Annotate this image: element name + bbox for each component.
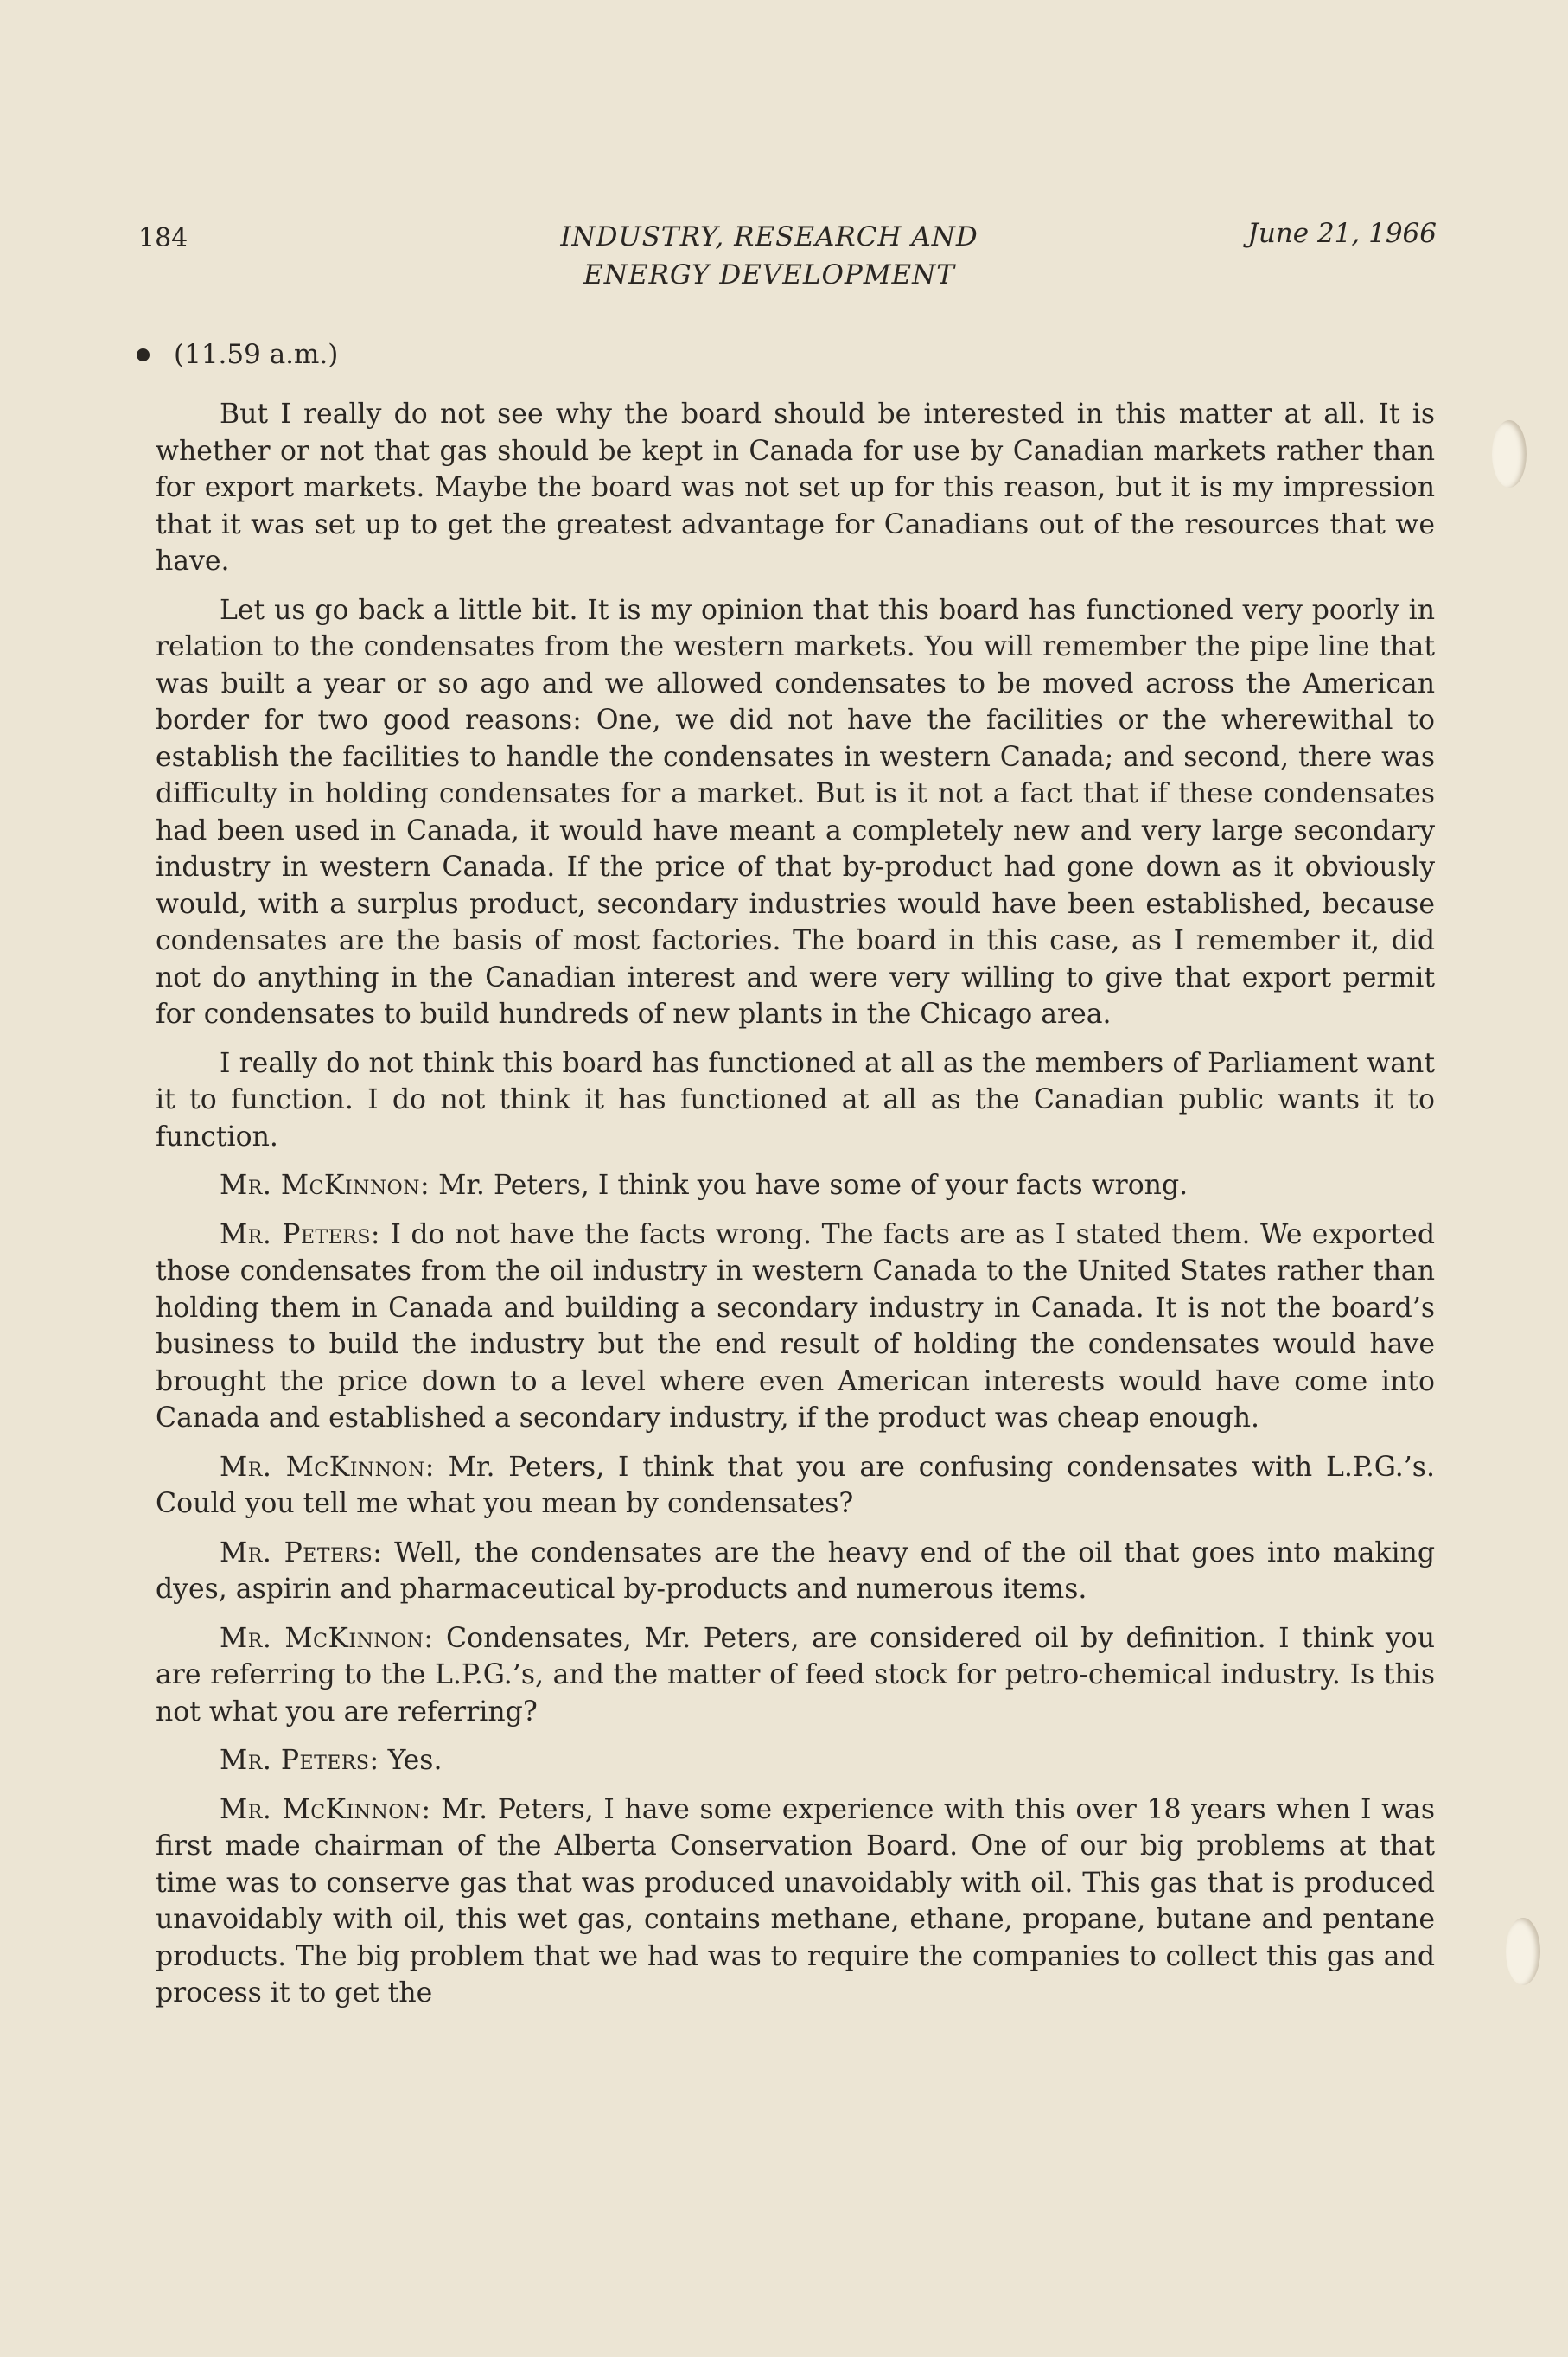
running-title-line: INDUSTRY, RESEARCH AND bbox=[560, 221, 978, 252]
paragraph-text: Well, the condensates are the heavy end of the oil that goes into making dyes, aspirin and pharmaceutical by-products and numerous items. bbox=[156, 1536, 1435, 1605]
paragraph bbox=[156, 1620, 1435, 1731]
paragraph-text: I really do not think this board has functioned at all as the members of Parliament want it to function. I do not think it has functioned at all as the Canadian public wants it to function. bbox=[156, 1047, 1435, 1153]
paragraph bbox=[156, 1742, 1435, 1779]
time-stamp-text: (11.59 a.m.) bbox=[174, 339, 339, 370]
paragraph-text: Yes. bbox=[379, 1745, 443, 1776]
speaker-name: Mr. Peters: bbox=[220, 1218, 381, 1250]
header-date: June 21, 1966 bbox=[1247, 218, 1437, 249]
paragraph-text: Let us go back a little bit. It is my opinion that this board has functioned very poorly in relation to the condensates from the western markets. You will remember the pipe line that was built a year or so ago and we allowed condensates to be moved across the American border for two good reasons: One, we did not have the facilities or the wherewithal to establish the facilities to handle the condensates in western Canada; and second, there was difficulty in holding condensates for a market. But is it not a fact that if these condensates had been used in Canada, it would have meant a completely new and very large secondary industry in western Canada. If the price of that by-product had gone down as it obviously would, with a surplus product, secondary industries would have been established, because condensates are the basis of most factories. The board in this case, as I remember it, did not do anything in the Canadian interest and were very willing to give that export permit for condensates to build hundreds of new plants in the Chicago area. bbox=[156, 594, 1435, 1030]
page-number: 184 bbox=[138, 223, 188, 253]
speaker-name: Mr. Peters: bbox=[220, 1536, 383, 1568]
binder-hole bbox=[1492, 420, 1527, 488]
paragraph bbox=[156, 1217, 1435, 1437]
bullet-icon bbox=[137, 348, 150, 361]
paragraph-text: Condensates, Mr. Peters, are considered oil by definition. I think you are referring to the L.P.G.’s, and the matter of feed stock for petro-chemical industry. Is this not what you are referring? bbox=[156, 1622, 1435, 1728]
paragraph-text: Mr. Peters, I have some experience with this over 18 years when I was first made chairman of the Alberta Conservation Board. One of our big problems at that time was to conserve gas that was produced unavoidably with oil. This gas that is produced unavoidably with oil, this wet gas, contains methane, ethane, propane, butane and pentane products. The big problem that we had was to require the companies to collect this gas and process it to get the bbox=[156, 1793, 1435, 2009]
body-text bbox=[156, 335, 1435, 2024]
paragraph bbox=[156, 592, 1435, 1033]
paragraph-text: But I really do not see why the board should be interested in this matter at all. It is whether or not that gas should be kept in Canada for use by Canadian markets rather than for export markets. Maybe the board was not set up for this reason, but it is my impression that it was set up to get the greatest advantage for Canadians out of the resources that we have. bbox=[156, 399, 1435, 577]
running-title bbox=[398, 218, 1141, 294]
paragraph bbox=[156, 1167, 1435, 1204]
paragraph bbox=[156, 1792, 1435, 2012]
paragraph bbox=[156, 396, 1435, 580]
paragraph bbox=[156, 1045, 1435, 1156]
speaker-name: Mr. McKinnon: bbox=[220, 1793, 431, 1825]
speaker-name: Mr. McKinnon: bbox=[220, 1170, 430, 1201]
running-title-line: ENERGY DEVELOPMENT bbox=[583, 259, 955, 291]
paragraph bbox=[156, 1535, 1435, 1608]
page-header bbox=[138, 218, 1437, 296]
speaker-name: Mr. McKinnon: bbox=[220, 1622, 434, 1654]
paragraph-text: Mr. Peters, I think you have some of your facts wrong. bbox=[430, 1170, 1189, 1201]
paragraph-text: Mr. Peters, I think that you are confusing condensates with L.P.G.’s. Could you tell me what you mean by condensates? bbox=[156, 1451, 1435, 1519]
time-stamp bbox=[137, 335, 1435, 374]
speaker-name: Mr. Peters: bbox=[220, 1745, 379, 1776]
paragraph-text: I do not have the facts wrong. The facts are as I stated them. We exported those condensates from the oil industry in western Canada to the United States rather than holding them in Canada and building a secondary industry in Canada. It is not the board’s business to build the industry but the end result of holding the condensates would have brought the price down to a level where even American interests would have come into Canada and established a secondary industry, if the product was cheap enough. bbox=[156, 1218, 1435, 1434]
paragraph bbox=[156, 1449, 1435, 1523]
binder-hole bbox=[1506, 1918, 1540, 1985]
speaker-name: Mr. McKinnon: bbox=[220, 1451, 435, 1483]
